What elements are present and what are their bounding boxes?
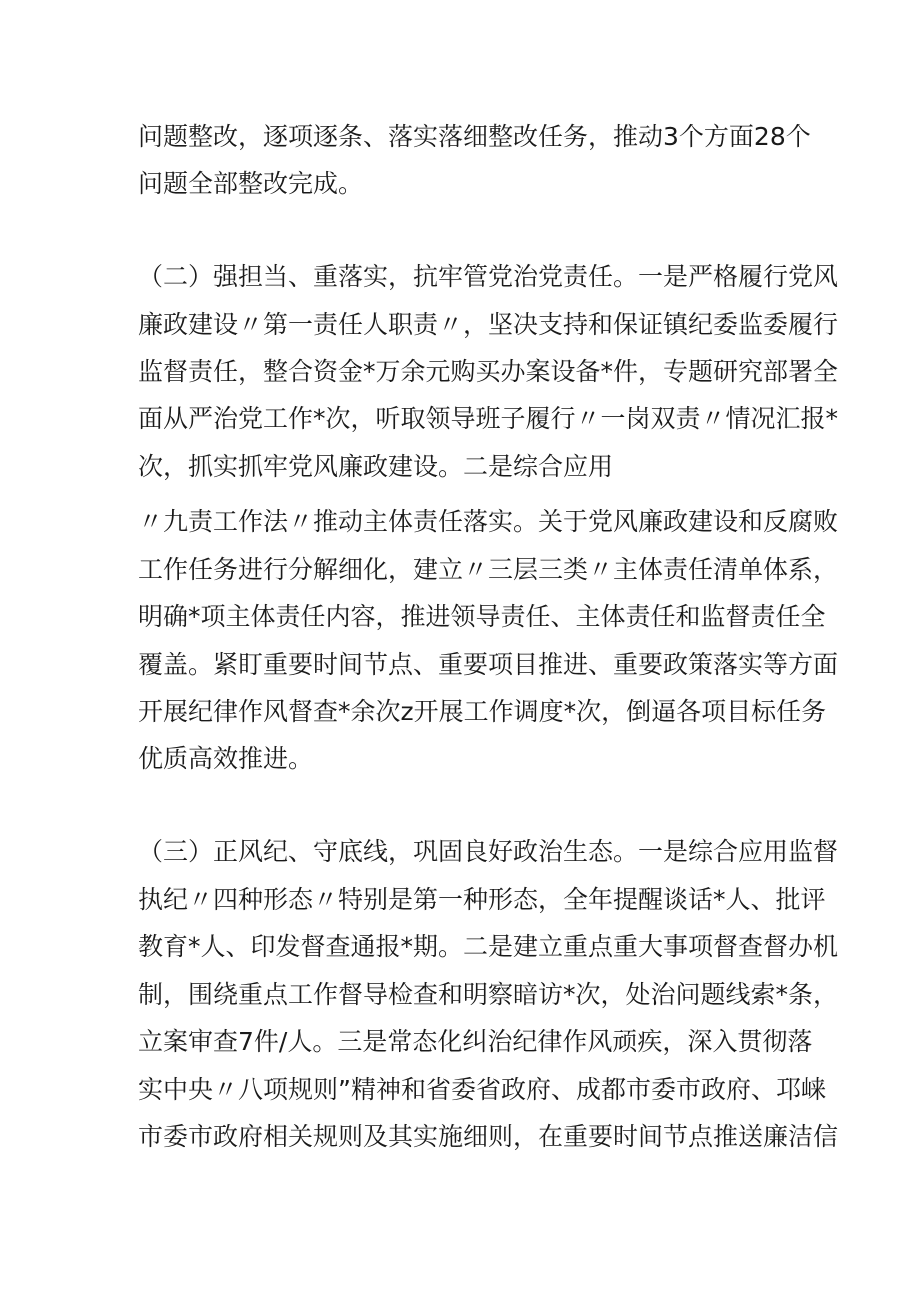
text-line: 实中央〃八项规则”精神和省委省政府、成都市委市政府、邛崃	[138, 1075, 826, 1104]
text-line: 面从严治党工作*次，听取领导班子履行〃一岗双责〃情况汇报*	[138, 404, 839, 433]
text-line: 开展纪律作风督查*余次z开展工作调度*次，倒逼各项目标任务	[138, 697, 827, 726]
text-line: 优质高效推进。	[138, 744, 314, 773]
text-line: 教育*人、印发督查通报*期。二是建立重点重大事项督查督办机	[138, 932, 839, 961]
text-line: 问题整改，逐项逐条、落实落细整改任务，推动3个方面28个	[138, 122, 811, 151]
text-line: 工作任务进行分解细化，建立〃三层三类〃主体责任清单体系，	[138, 555, 839, 584]
text-line: 〃九责工作法〃推动主体责任落实。关于党风廉政建设和反腐败	[138, 507, 839, 536]
text-line: 制，围绕重点工作督导检查和明察暗访*次，处治问题线索*条，	[138, 980, 839, 1009]
text-line: （二）强担当、重落实，抗牢管党治党责任。一是严格履行党风	[138, 262, 839, 291]
text-line: 问题全部整改完成。	[138, 169, 364, 198]
text-line: 廉政建设〃第一责任人职责〃，坚决支持和保证镇纪委监委履行	[138, 310, 839, 339]
text-line: 监督责任，整合资金*万余元购买办案设备*件，专题研究部署全	[138, 357, 839, 386]
text-line: 次，抓实抓牢党风廉政建设。二是综合应用	[138, 452, 614, 481]
text-line: 执纪〃四种形态〃特别是第一种形态，全年提醒谈话*人、批评	[138, 885, 826, 914]
text-line: 立案审查7件/人。三是常态化纠治纪律作风顽疾，深入贯彻落	[138, 1027, 813, 1056]
text-line: 明确*项主体责任内容，推进领导责任、主体责任和监督责任全	[138, 602, 826, 631]
text-line: 覆盖。紧盯重要时间节点、重要项目推进、重要政策落实等方面	[138, 650, 839, 679]
text-line: 市委市政府相关规则及其实施细则，在重要时间节点推送廉洁信	[138, 1122, 839, 1151]
text-line: （三）正风纪、守底线，巩固良好政治生态。一是综合应用监督	[138, 837, 839, 866]
